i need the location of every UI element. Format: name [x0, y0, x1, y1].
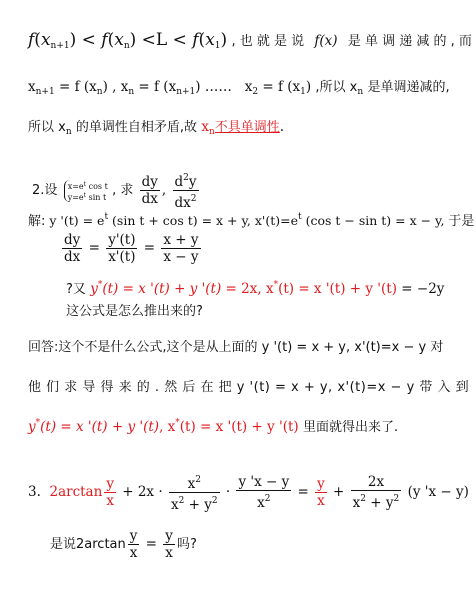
- s2-solution: 解: y '$(t) = e^t$ (sin t + cos t) = x + y, $x'(t)=e^t$ (cos t − sin t) = x − y, 于是: [28, 212, 475, 229]
- s3-question: 是说2arctan $\frac{y}{x}$ = $\frac{y}{x}$ 吗?: [50, 528, 197, 561]
- s2-label: 2.设: [32, 183, 58, 198]
- s2-sol-prefix: 解:: [28, 214, 46, 229]
- s2-ask: , 求: [112, 183, 134, 198]
- s1-red-conclusion: 不具单调性: [214, 120, 280, 135]
- s3-label: 3.: [28, 484, 41, 500]
- s3-q-post: 吗?: [176, 537, 197, 552]
- s1-text-d: 的单调性自相矛盾,故: [75, 120, 198, 135]
- param-system: $x=e^t$ cos t $y=e^t$ sin t: [64, 180, 108, 202]
- s1-line3: 所以 $x_n$ 的单调性自相矛盾,故 $x_n$不具单调性.: [28, 119, 285, 137]
- s3-q-pre: 是说2arctan: [50, 537, 126, 552]
- s2-question: 这公式是怎么推出来的?: [66, 304, 203, 319]
- answer-line1: 回答:这个不是什么公式,这个是从上面的 y '(t) = x + y, x'(t)=x − y 对: [28, 340, 444, 355]
- s1-fx: f(x): [314, 33, 338, 49]
- s1-period: .: [279, 119, 285, 135]
- answer-line2: 他 们 求 导 得 来 的 . 然 后 在 把 y '(t) = x + y, x'(t)=x − y 带 入 到: [28, 380, 470, 395]
- s2-q-line: ?又 y*(t) = x '(t) + y '(t) = 2x, x*(t) = x '(t) + y '(t) = −2y: [66, 280, 445, 297]
- answer-line3: y*(t) = x '(t) + y '(t), x*(t) = x '(t) + y '(t) 里面就得出来了.: [28, 418, 399, 435]
- s1-text-b: 是 单 调 递 减 的 , 而: [347, 34, 472, 49]
- s1-text-a: 也 就 是 说: [239, 34, 305, 49]
- answer-tail: 里面就得出来了.: [302, 420, 399, 435]
- s2-q-prefix: ?又: [66, 282, 86, 297]
- s2-dydx: $\frac{dy}{dx}$ = $\frac{y'(t)}{x'(t)}$ = $\frac{x + y}{x - y}$: [64, 232, 199, 265]
- s1-line1: $f(x_{n+1}) < f(x_n) <L < f(x_1)$ , 也 就 是 说 f(x) 是 单 调 递 减 的 , 而: [28, 30, 472, 51]
- s1-text-c: 是单调递减的,: [367, 80, 450, 95]
- s1-line2: $x_{n+1} = f$ $(x_n)$ , $x_n = f$ $(x_{n+1})$ …… $x_2 = f$ $(x_1)$ ,所以 $x_n$ 是单调递减的,: [28, 79, 450, 97]
- s2-header: 2.设 $x=e^t$ cos t $y=e^t$ sin t , 求 $\frac{dy}{dx}$ , $\frac{d^2y}{dx^2}$: [32, 170, 201, 211]
- s3-line: 3. 2arctan $\frac{y}{x}$ + 2x · $\frac{x^2}{x^2 + y^2}$ · $\frac{y 'x - y}{x^2}$ = $\frac{y}{x}$ + $\frac{2x}{x^2 + y^2}$ (y 'x − y): [28, 474, 469, 513]
